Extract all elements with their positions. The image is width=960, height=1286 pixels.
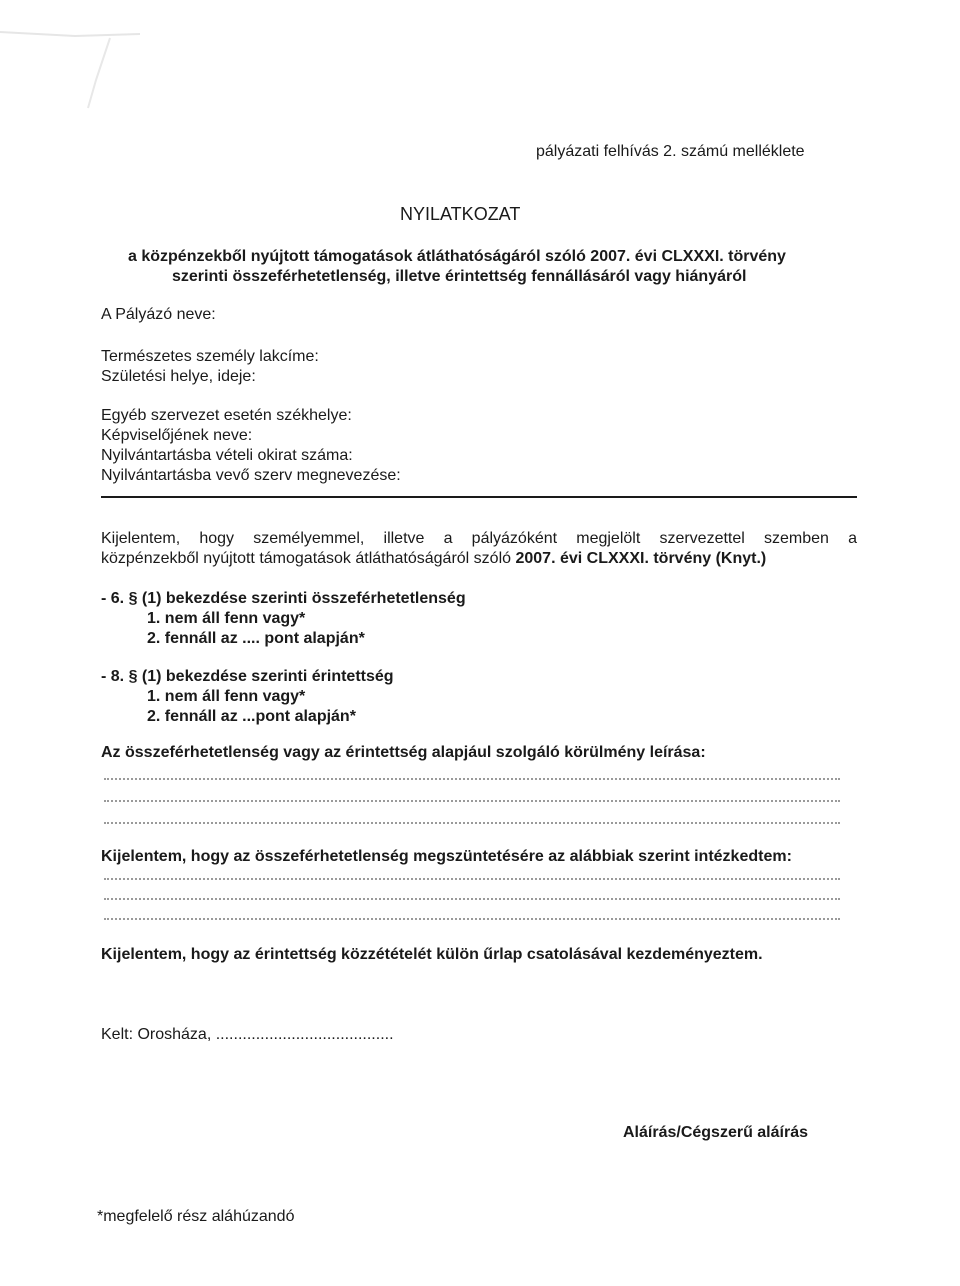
section-8-heading: - 8. § (1) bekezdése szerinti érintettség (101, 668, 394, 685)
applicant-name-label: A Pályázó neve: (101, 306, 216, 323)
org-seat-label: Egyéb szervezet esetén székhelye: (101, 407, 352, 424)
registration-number-label: Nyilvántartásba vételi okirat száma: (101, 447, 353, 464)
section-6-heading: - 6. § (1) bekezdése szerinti összeférhetetlenség (101, 590, 466, 607)
subtitle-line-2: szerinti összeférhetetlenség, illetve érintettség fennállásáról vagy hiányáról (172, 268, 747, 285)
measures-dotted-line-1 (104, 878, 840, 880)
natural-person-address-label: Természetes személy lakcíme: (101, 348, 319, 365)
section-divider (101, 496, 857, 498)
date-place: Kelt: Orosháza, ........................................ (101, 1026, 394, 1043)
footnote: *megfelelő rész aláhúzandó (97, 1208, 295, 1225)
circumstance-dotted-line-1 (104, 778, 840, 780)
section-8-option-1: 1. nem áll fenn vagy* (147, 688, 306, 705)
declaration-line-2-text: közpénzekből nyújtott támogatások átláthatóságáról szóló (101, 550, 516, 567)
measures-heading: Kijelentem, hogy az összeférhetetlenség megszüntetésére az alábbiak szerint intézkedtem: (101, 848, 792, 865)
measures-dotted-line-2 (104, 898, 840, 900)
birth-place-date-label: Születési helye, ideje: (101, 368, 256, 385)
circumstance-dotted-line-3 (104, 822, 840, 824)
circumstance-dotted-line-2 (104, 800, 840, 802)
signature-label: Aláírás/Cégszerű aláírás (623, 1124, 808, 1141)
representative-name-label: Képviselőjének neve: (101, 427, 253, 444)
section-6-option-2: 2. fennáll az .... pont alapján* (147, 630, 365, 647)
subtitle-line-1: a közpénzekből nyújtott támogatások átláthatóságáról szóló 2007. évi CLXXXI. törvény (128, 248, 786, 265)
registering-authority-label: Nyilvántartásba vevő szerv megnevezése: (101, 467, 401, 484)
measures-dotted-line-3 (104, 918, 840, 920)
publication-statement: Kijelentem, hogy az érintettség közzétételét külön űrlap csatolásával kezdeményeztem. (101, 946, 763, 963)
declaration-line-1: Kijelentem, hogy személyemmel, illetve a pályázóként megjelölt szervezettel szemben a (101, 530, 857, 547)
section-6-option-1: 1. nem áll fenn vagy* (147, 610, 306, 627)
section-8-option-2: 2. fennáll az ...pont alapján* (147, 708, 356, 725)
act-reference: 2007. évi CLXXXI. törvény (Knyt.) (515, 550, 767, 567)
circumstance-heading: Az összeférhetetlenség vagy az érintettség alapjául szolgáló körülmény leírása: (101, 744, 706, 761)
annex-note: pályázati felhívás 2. számú melléklete (536, 143, 805, 160)
declaration-line-2 (101, 550, 766, 568)
scan-artifact (0, 0, 320, 110)
document-title: NYILATKOZAT (400, 204, 521, 224)
